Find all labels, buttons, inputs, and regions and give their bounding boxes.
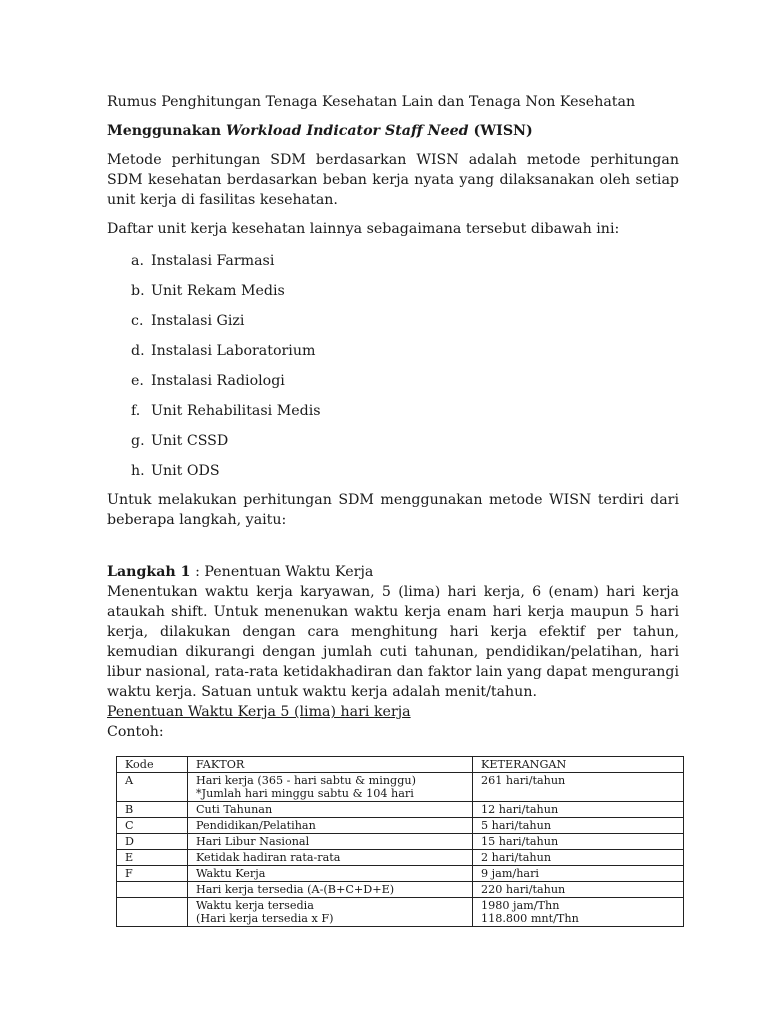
cell-keterangan: 261 hari/tahun <box>473 773 684 802</box>
list-item-label: Unit Rekam Medis <box>151 283 285 299</box>
list-marker: c. <box>131 313 144 329</box>
table-row <box>117 834 684 850</box>
list-marker: a. <box>131 253 144 269</box>
step1-heading <box>107 562 679 582</box>
table-row <box>117 866 684 882</box>
step1-subheading: Penentuan Waktu Kerja 5 (lima) hari kerja <box>107 704 411 720</box>
column-header-keterangan: KETERANGAN <box>473 757 684 773</box>
list-marker: f. <box>131 403 141 419</box>
cell-kode: B <box>117 802 188 818</box>
document-subtitle <box>107 121 679 141</box>
list-item <box>131 251 679 271</box>
subtitle-italic: Workload Indicator Staff Need <box>226 123 469 139</box>
intro-paragraph: Metode perhitungan SDM berdasarkan WISN adalah metode perhitungan SDM kesehatan berdasarkan beban kerja nyata yang dilaksanakan oleh setiap unit kerja di fasilitas kesehatan. <box>107 152 679 208</box>
list-item <box>131 401 679 421</box>
cell-faktor: Cuti Tahunan <box>188 802 473 818</box>
list-item-label: Instalasi Laboratorium <box>151 343 316 359</box>
steps-intro: Untuk melakukan perhitungan SDM menggunakan metode WISN terdiri dari beberapa langkah, yaitu: <box>107 492 679 528</box>
cell-faktor: Hari Libur Nasional <box>188 834 473 850</box>
cell-faktor-note: *Jumlah hari minggu sabtu & 104 hari <box>196 787 414 800</box>
list-item-label: Unit ODS <box>151 463 220 479</box>
step1-paragraph: Menentukan waktu kerja karyawan, 5 (lima) hari kerja, 6 (enam) hari kerja ataukah shift. Untuk menenukan waktu kerja enam hari kerja maupun 5 hari kerja, dilakukan dengan cara menghitung hari kerja efektif per tahun, kemudian dikurangi dengan jumlah cuti tahunan, pendidikan/pelatihan, hari libur nasional, rata-rata ketidakhadiran dan faktor lain yang dapat mengurangi waktu kerja. Satuan untuk waktu kerja adalah menit/tahun. <box>107 584 679 700</box>
list-marker: h. <box>131 463 145 479</box>
list-item <box>131 311 679 331</box>
table-row <box>117 898 684 927</box>
list-item <box>131 341 679 361</box>
list-item <box>131 281 679 301</box>
list-marker: e. <box>131 373 144 389</box>
cell-keterangan-text: 1980 jam/Thn <box>481 899 560 912</box>
cell-faktor: Pendidikan/Pelatihan <box>188 818 473 834</box>
step1-title: Penentuan Waktu Kerja <box>204 564 374 580</box>
cell-keterangan: 15 hari/tahun <box>473 834 684 850</box>
cell-kode <box>117 882 188 898</box>
table-row <box>117 882 684 898</box>
cell-kode <box>117 898 188 927</box>
list-item <box>131 371 679 391</box>
cell-keterangan <box>473 898 684 927</box>
cell-keterangan: 220 hari/tahun <box>473 882 684 898</box>
column-header-faktor: FAKTOR <box>188 757 473 773</box>
cell-kode: E <box>117 850 188 866</box>
unit-list <box>107 251 679 481</box>
cell-kode: F <box>117 866 188 882</box>
list-item-label: Unit Rehabilitasi Medis <box>151 403 321 419</box>
list-item <box>131 431 679 451</box>
subtitle-prefix: Menggunakan <box>107 123 226 139</box>
cell-keterangan-text-2: 118.800 mnt/Thn <box>481 912 579 925</box>
list-item-label: Unit CSSD <box>151 433 229 449</box>
column-header-kode: Kode <box>117 757 188 773</box>
cell-keterangan: 9 jam/hari <box>473 866 684 882</box>
list-item <box>131 461 679 481</box>
cell-faktor-text: Waktu kerja tersedia <box>196 899 314 912</box>
list-marker: g. <box>131 433 145 449</box>
list-marker: d. <box>131 343 145 359</box>
list-item-label: Instalasi Gizi <box>151 313 245 329</box>
cell-keterangan: 2 hari/tahun <box>473 850 684 866</box>
table-row <box>117 773 684 802</box>
table-header-row <box>117 757 684 773</box>
table-row <box>117 802 684 818</box>
example-label: Contoh: <box>107 724 164 740</box>
cell-faktor: Waktu Kerja <box>188 866 473 882</box>
document-body <box>107 92 679 742</box>
cell-faktor: Ketidak hadiran rata-rata <box>188 850 473 866</box>
table-row <box>117 818 684 834</box>
cell-keterangan: 12 hari/tahun <box>473 802 684 818</box>
cell-keterangan: 5 hari/tahun <box>473 818 684 834</box>
working-time-table <box>116 756 684 927</box>
cell-faktor-note: (Hari kerja tersedia x F) <box>196 912 334 925</box>
cell-faktor-text: Hari kerja (365 - hari sabtu & minggu) <box>196 774 416 787</box>
cell-faktor <box>188 773 473 802</box>
step1-label: Langkah 1 <box>107 564 191 580</box>
document-title: Rumus Penghitungan Tenaga Kesehatan Lain dan Tenaga Non Kesehatan <box>107 94 636 110</box>
list-marker: b. <box>131 283 145 299</box>
step1-separator: : <box>190 564 205 580</box>
subtitle-suffix: (WISN) <box>468 123 533 139</box>
cell-faktor <box>188 898 473 927</box>
cell-faktor: Hari kerja tersedia (A-(B+C+D+E) <box>188 882 473 898</box>
cell-kode: C <box>117 818 188 834</box>
table-row <box>117 850 684 866</box>
cell-kode: D <box>117 834 188 850</box>
list-item-label: Instalasi Radiologi <box>151 373 285 389</box>
unit-list-intro: Daftar unit kerja kesehatan lainnya sebagaimana tersebut dibawah ini: <box>107 221 620 237</box>
list-item-label: Instalasi Farmasi <box>151 253 275 269</box>
cell-kode: A <box>117 773 188 802</box>
